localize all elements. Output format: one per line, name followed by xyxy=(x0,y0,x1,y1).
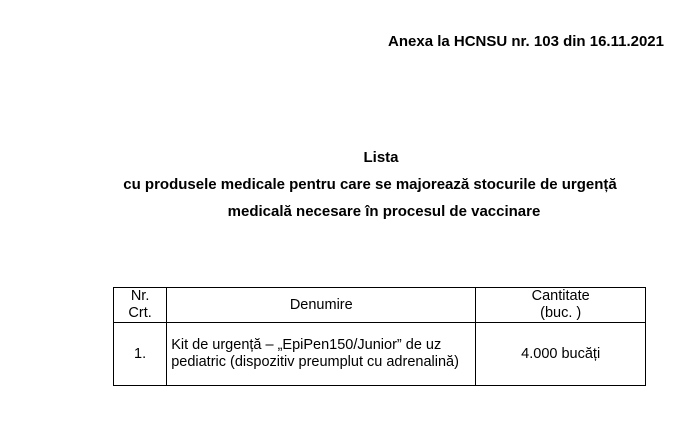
header-nr-label: Nr. xyxy=(130,288,150,304)
cell-nr: 1. xyxy=(114,323,167,386)
annex-reference: Anexa la HCNSU nr. 103 din 16.11.2021 xyxy=(388,33,664,50)
title-line-1: Lista xyxy=(363,149,399,166)
cell-quantity: 4.000 bucăți xyxy=(476,323,646,386)
header-crt-label: Crt. xyxy=(128,305,152,321)
title-line-3: medicală necesare în procesul de vaccinare xyxy=(227,203,541,220)
header-unit-label: (buc. ) xyxy=(540,305,582,321)
cell-product-name: Kit de urgență – „EpiPen150/Junior” de uz pediatric (dispozitiv preumplut cu adrenalină) xyxy=(167,323,476,386)
title-line-2: cu produsele medicale pentru care se majorează stocurile de urgență xyxy=(123,176,617,193)
header-denumire: Denumire xyxy=(167,288,476,323)
header-nr-crt xyxy=(114,288,167,323)
table-header xyxy=(114,288,646,323)
document-title xyxy=(0,144,700,225)
table-header-row xyxy=(114,288,646,323)
header-cantitate xyxy=(476,288,646,323)
table-row xyxy=(114,323,646,386)
header-cantitate-label: Cantitate xyxy=(531,288,590,304)
products-table xyxy=(113,287,646,386)
